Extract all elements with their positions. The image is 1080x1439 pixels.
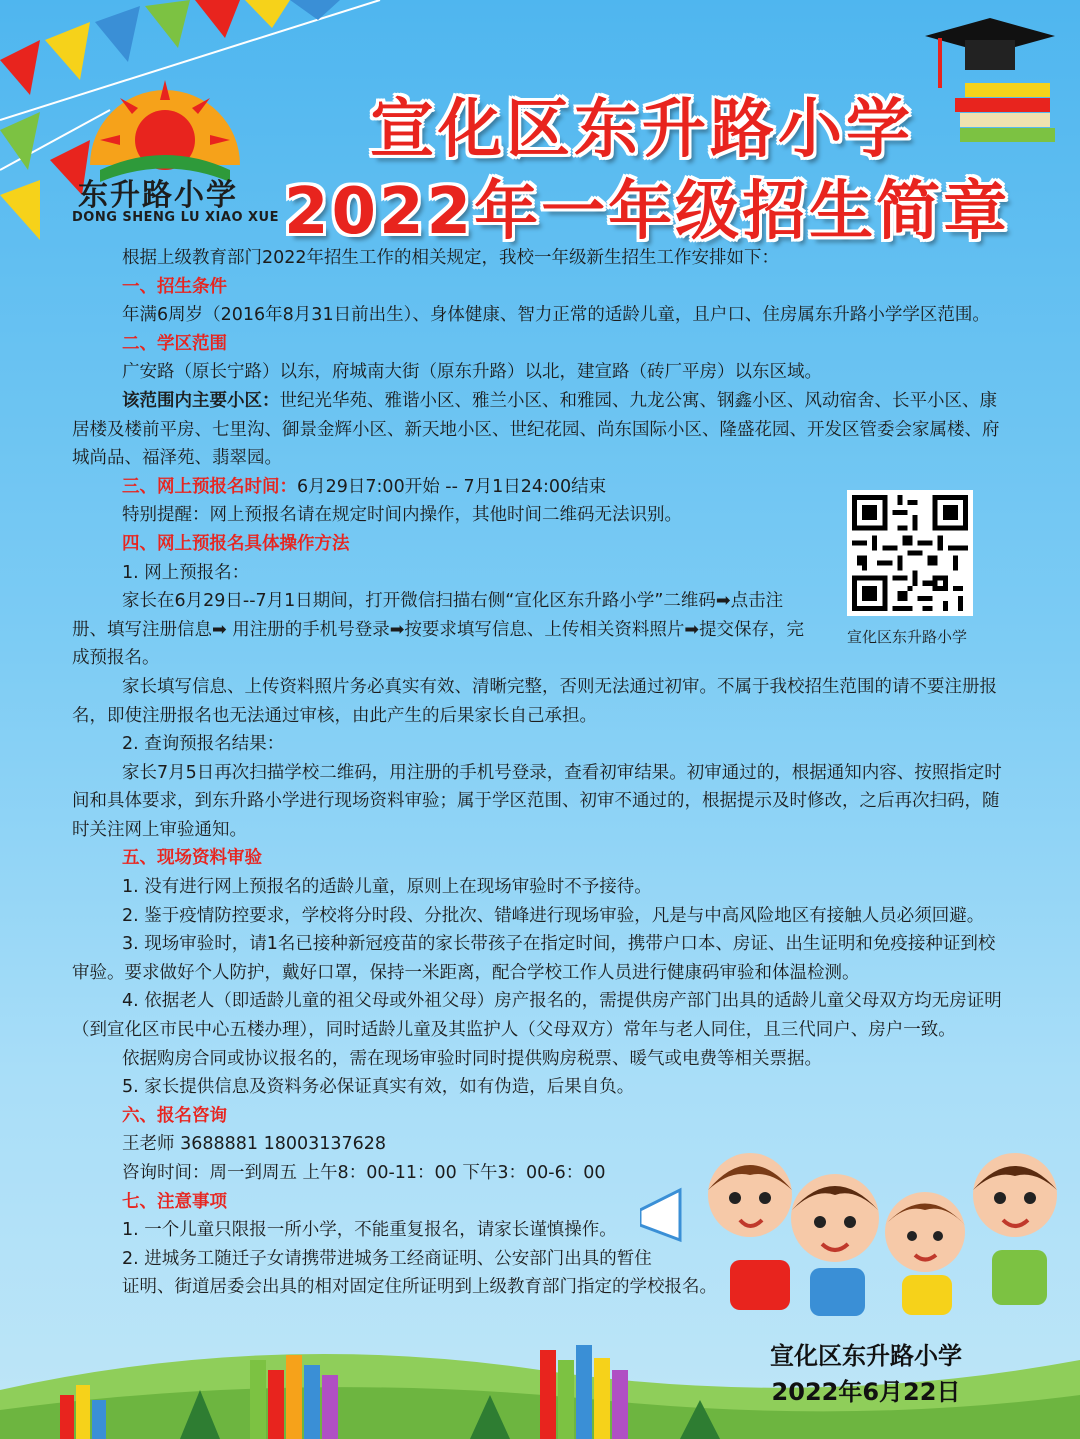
wechat-qr-code[interactable] <box>847 490 973 616</box>
onsite-item: 依据购房合同或协议报名的，需在现场审验时同时提供购房税票、暖气或电费等相关票据。 <box>122 1048 822 1069</box>
district-areas-text <box>72 387 1012 473</box>
signature-date: 2022年6月22日 <box>771 1378 961 1406</box>
section-heading-consultation: 六、报名咨询 <box>122 1105 227 1126</box>
section-heading-online-method: 四、网上预报名具体操作方法 <box>122 533 350 554</box>
step1-note: 家长填写信息、上传资料照片务必真实有效、清晰完整，否则无法通过初审。不属于我校招生范围的请不要注册报名，即使注册报名也无法通过审核，由此产生的后果家长自己承担。 <box>72 676 997 726</box>
section-heading-onsite-review: 五、现场资料审验 <box>122 848 262 869</box>
qr-caption: 宣化区东升路小学 <box>847 628 968 646</box>
onsite-item: 3. 现场审验时，请1名已接种新冠疫苗的家长带孩子在指定时间，携带户口本、房证、出生证明和免疫接种证到校审验。要求做好个人防护，戴好口罩，保持一米距离，配合学校工作人员进行健康码审验和体温检测。 <box>72 934 996 983</box>
step1-title: 1. 网上预报名： <box>122 562 250 583</box>
signature-block <box>770 1338 962 1410</box>
section-heading-conditions: 一、招生条件 <box>122 276 227 297</box>
step2-title: 2. 查询预报名结果： <box>122 734 285 755</box>
district-boundary-text: 广安路（原长宁路）以东，府城南大街（原东升路）以北，建宣路（砖厂平房）以东区域。 <box>122 362 822 383</box>
onsite-item: 4. 依据老人（即适龄儿童的祖父母或外祖父母）房产报名的，需提供房产部门出具的适龄儿童父母双方均无房证明（到宣化区市民中心五楼办理），同时适龄儿童及其监护人（父母双方）常年与老人同住，且三代同户、房户一致。 <box>72 991 1002 1041</box>
onsite-item: 2. 鉴于疫情防控要求，学校将分时段、分批次、错峰进行现场审验，凡是与中高风险地区有接触人员必须回避。 <box>122 905 985 926</box>
onsite-item: 5. 家长提供信息及资料务必保证真实有效，如有伪造，后果自负。 <box>122 1077 635 1098</box>
district-areas-list: 世纪光华苑、雅谐小区、雅兰小区、和雅园、九龙公寓、钢鑫小区、风动宿舍、长平小区、康居楼及楼前平房、七里沟、御景金辉小区、新天地小区、世纪花园、尚东国际小区、隆盛花园、开发区管委会家属楼、府城尚品、福泽苑、翡翠园。 <box>72 390 1000 469</box>
notes-item-continued: 证明、街道居委会出具的相对固定住所证明到上级教育部门指定的学校报名。 <box>122 1277 717 1298</box>
poster-title-main: 2022年一年级招生简章 <box>284 175 1011 249</box>
online-time-label: 三、网上预报名时间： <box>122 476 297 497</box>
consultation-contact: 王老师 3688881 18003137628 <box>122 1134 387 1155</box>
online-time-reminder: 特别提醒：网上预报名请在规定时间内操作，其他时间二维码无法识别。 <box>122 505 682 526</box>
logo-chinese-name: 东升路小学 <box>78 178 238 213</box>
section-heading-notes: 七、注意事项 <box>122 1191 227 1212</box>
logo-pinyin-name: DONG SHENG LU XIAO XUE <box>72 210 279 225</box>
step2-text: 家长7月5日再次扫描学校二维码，用注册的手机号登录，查看初审结果。初审通过的，根据通知内容、按照指定时间和具体要求，到东升路小学进行现场资料审验；属于学区范围、初审不通过的，根据提示及时修改，之后再次扫码，随时关注网上审验通知。 <box>72 762 1002 840</box>
notes-item: 1. 一个儿童只限报一所小学，不能重复报名，请家长谨慎操作。 <box>122 1220 617 1241</box>
notes-item: 2. 进城务工随迁子女请携带进城务工经商证明、公安部门出具的暂住 <box>122 1248 652 1269</box>
conditions-text: 年满6周岁（2016年8月31日前出生）、身体健康、智力正常的适龄儿童，且户口、住房属东升路小学学区范围。 <box>122 305 990 326</box>
district-areas-label: 该范围内主要小区： <box>122 390 280 411</box>
online-time-value: 6月29日7:00开始 -- 7月1日24:00结束 <box>297 476 607 497</box>
step1-text: 家长在6月29日--7月1日期间，打开微信扫描右侧“宣化区东升路小学”二维码➡点击注册、填写注册信息➡ 用注册的手机号登录➡按要求填写信息、上传相关资料照片➡提交保存，完成预报名。 <box>72 591 805 669</box>
section-heading-district: 二、学区范围 <box>122 333 227 354</box>
graduation-cap-icon <box>920 18 1060 148</box>
intro-text: 根据上级教育部门2022年招生工作的相关规定，我校一年级新生招生工作安排如下： <box>122 248 780 268</box>
children-illustration <box>640 1140 1070 1320</box>
signature-school: 宣化区东升路小学 <box>770 1342 962 1370</box>
onsite-item: 1. 没有进行网上预报名的适龄儿童，原则上在现场审验时不予接待。 <box>122 877 652 898</box>
poster-title-school: 宣化区东升路小学 <box>370 93 914 167</box>
consultation-hours: 咨询时间：周一到周五 上午8：00-11：00 下午3：00-6：00 <box>122 1163 606 1183</box>
